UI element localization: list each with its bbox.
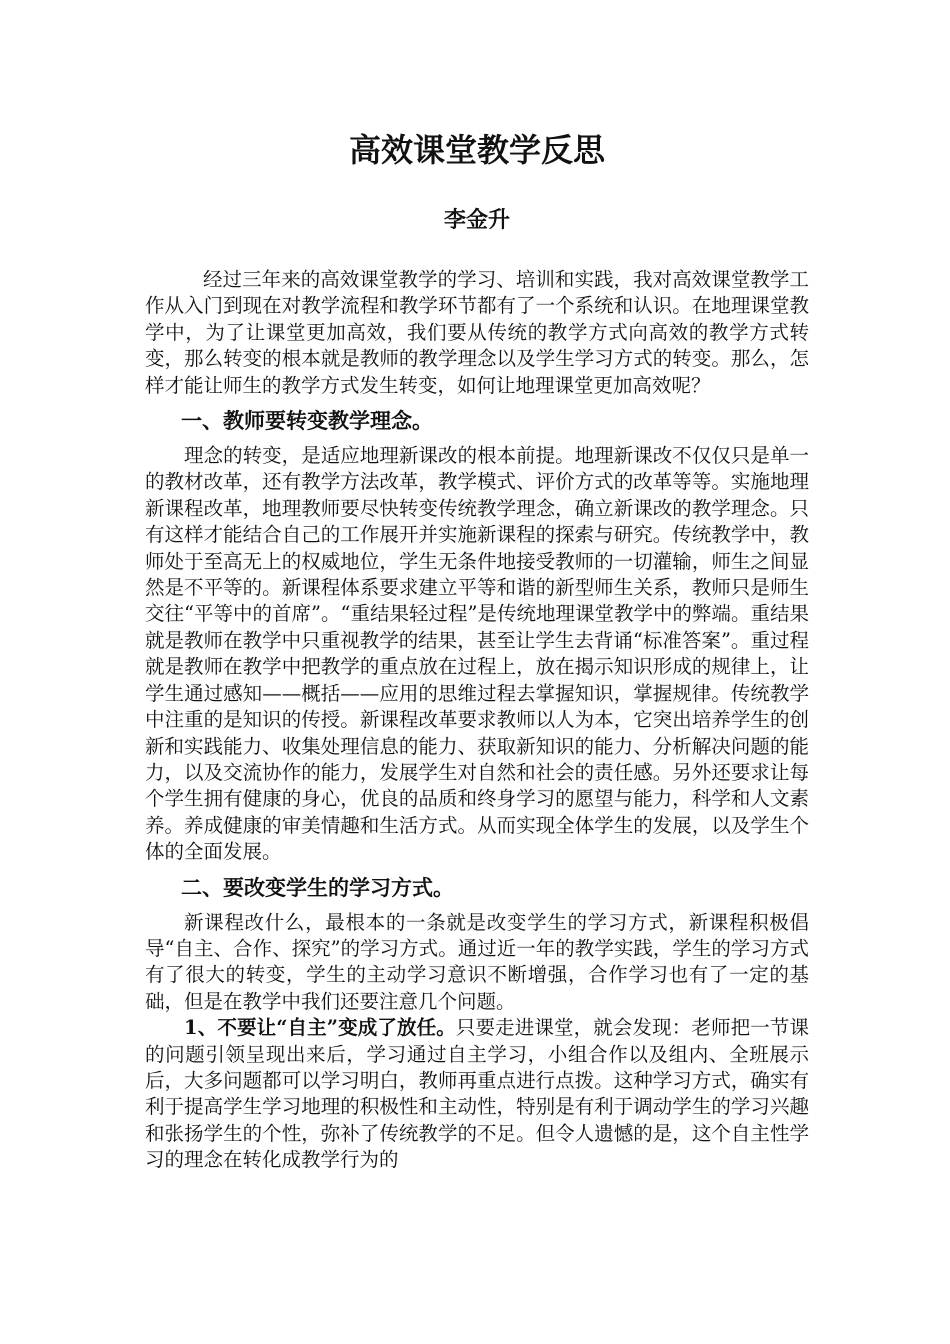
point-1-paragraph xyxy=(145,1015,809,1173)
section-2-paragraph: 新课程改什么，最根本的一条就是改变学生的学习方式，新课程积极倡导“自主、合作、探究”的学习方式。通过近一年的教学实践，学生的学习方式有了很大的转变，学生的主动学习意识不断增强，合作学习也有了一定的基础，但是在教学中我们还要注意几个问题。 xyxy=(145,910,809,1013)
section-2-heading: 二、要改变学生的学习方式。 xyxy=(181,874,454,900)
section-1-heading: 一、教师要转变教学理念。 xyxy=(181,408,433,434)
point-1-lead: 1、不要让“自主”变成了放任。 xyxy=(184,1016,456,1040)
author-name: 李金升 xyxy=(443,207,510,233)
intro-paragraph: 经过三年来的高效课堂教学的学习、培训和实践，我对高效课堂教学工作从入门到现在对教学流程和教学环节都有了一个系统和认识。在地理课堂教学中，为了让课堂更加高效，我们要从传统的教学方式向高效的教学方式转变，那么转变的根本就是教师的教学理念以及学生学习方式的转变。那么，怎样才能让师生的教学方式发生转变，如何让地理课堂更加高效呢？ xyxy=(145,268,809,397)
document-title: 高效课堂教学反思 xyxy=(348,131,605,169)
point-1-body: 只要走进课堂，就会发现：老师把一节课的问题引领呈现出来后，学习通过自主学习，小组合作以及组内、全班展示后，大多问题都可以学习明白，教师再重点进行点拨。这种学习方式，确实有利于提高学生学习地理的积极性和主动性，特别是有利于调动学生的学习兴趣和张扬学生的个性，弥补了传统教学的不足。但令人遗憾的是，这个自主性学习的理念在转化成教学行为的 xyxy=(145,1016,809,1172)
section-1-paragraph: 理念的转变，是适应地理新课改的根本前提。地理新课改不仅仅只是单一的教材改革，还有教学方法改革，教学模式、评价方式的改革等等。实施地理新课程改革，地理教师要尽快转变传统教学理念，确立新课改的教学理念。只有这样才能结合自己的工作展开并实施新课程的探索与研究。传统教学中，教师处于至高无上的权威地位，学生无条件地接受教师的一切灌输，师生之间显然是不平等的。新课程体系要求建立平等和谐的新型师生关系，教师只是师生交往“平等中的首席”。“重结果轻过程”是传统地理课堂教学中的弊端。重结果就是教师在教学中只重视教学的结果，甚至让学生去背诵“标准答案”。重过程就是教师在教学中把教学的重点放在过程上，放在揭示知识形成的规律上，让学生通过感知——概括——应用的思维过程去掌握知识，掌握规律。传统教学中注重的是知识的传授。新课程改革要求教师以人为本，它突出培养学生的创新和实践能力、收集处理信息的能力、获取新知识的能力、分析解决问题的能力，以及交流协作的能力，发展学生对自然和社会的责任感。另外还要求让每个学生拥有健康的身心，优良的品质和终身学习的愿望与能力，科学和人文素养。养成健康的审美情趣和生活方式。从而实现全体学生的发展，以及学生个体的全面发展。 xyxy=(145,444,809,864)
document-body xyxy=(145,267,809,1174)
